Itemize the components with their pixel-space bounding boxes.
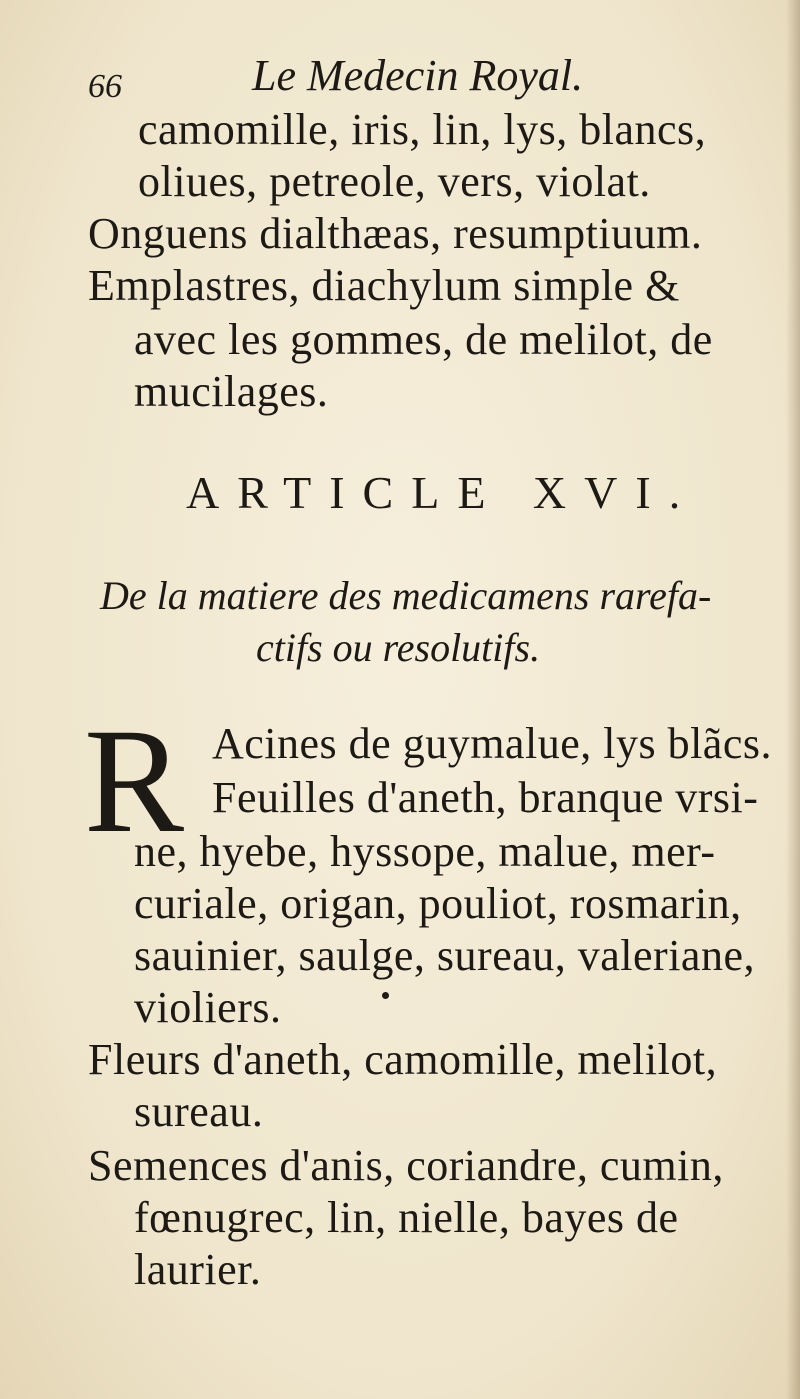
body-line: sureau.: [134, 1087, 264, 1136]
body-line: Acines de guymalue, lys blãcs.: [212, 719, 772, 768]
body-line: ne, hyebe, hyssope, malue, mer-: [134, 827, 716, 876]
page-number: 66: [88, 68, 122, 105]
intro-line: oliues, petreole, vers, violat.: [138, 157, 651, 206]
article-subtitle-line: De la matiere des medicamens rarefa-: [100, 573, 712, 618]
stray-dot-mark: [382, 992, 389, 999]
body-line: sauinier, saulge, sureau, valeriane,: [134, 931, 755, 980]
body-line: Semences d'anis, coriandre, cumin,: [88, 1141, 724, 1190]
body-line: Fleurs d'aneth, camomille, melilot,: [88, 1035, 718, 1084]
body-line: violiers.: [134, 983, 282, 1032]
drop-cap: R: [84, 698, 185, 864]
intro-line: Emplastres, diachylum simple &: [88, 261, 680, 310]
body-line: curiale, origan, pouliot, rosmarin,: [134, 879, 742, 928]
page-edge-shadow: [786, 0, 800, 1399]
article-subtitle-line: ctifs ou resolutifs.: [256, 625, 541, 670]
running-title: Le Medecin Royal.: [252, 51, 584, 100]
body-line: laurier.: [134, 1245, 262, 1294]
body-line: Feuilles d'aneth, branque vrsi-: [212, 773, 759, 822]
intro-line: camomille, iris, lin, lys, blancs,: [138, 105, 707, 154]
intro-line: Onguens dialthæas, resumptiuum.: [88, 209, 703, 258]
article-heading: ARTICLE XVI.: [186, 467, 699, 518]
intro-line: avec les gommes, de melilot, de: [134, 315, 713, 364]
body-line: fœnugrec, lin, nielle, bayes de: [134, 1193, 679, 1242]
intro-line: mucilages.: [134, 367, 329, 416]
